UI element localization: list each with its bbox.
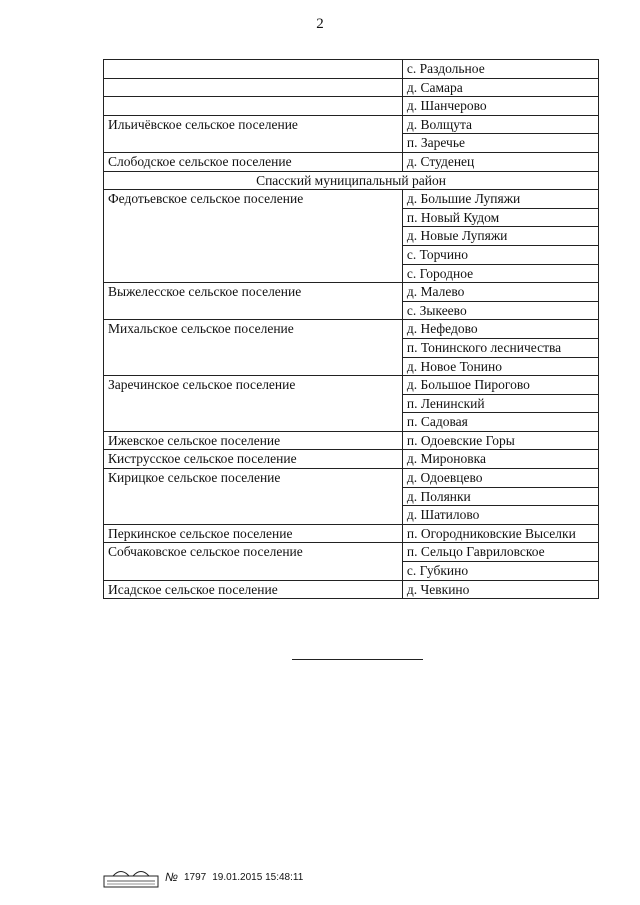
settlements-table-body	[104, 60, 599, 599]
locality-name: п. Тонинского лесничества	[402, 338, 598, 357]
locality-name: д. Большие Лупяжи	[402, 190, 598, 209]
locality-name: с. Губкино	[402, 562, 598, 581]
settlement-name: Ижевское сельское поселение	[104, 431, 403, 450]
document-number: 1797	[184, 871, 207, 883]
locality-name: д. Большое Пирогово	[402, 376, 598, 395]
table-row	[104, 97, 599, 116]
locality-name: д. Мироновка	[402, 450, 598, 469]
locality-name: п. Ленинский	[402, 394, 598, 413]
locality-name: д. Шатилово	[402, 506, 598, 525]
settlement-name: Слободское сельское поселение	[104, 152, 403, 171]
table-row	[104, 115, 599, 134]
locality-name: п. Заречье	[402, 134, 598, 153]
locality-name: д. Полянки	[402, 487, 598, 506]
settlement-name: Михальское сельское поселение	[104, 320, 403, 376]
locality-name: п. Новый Кудом	[402, 208, 598, 227]
table-row	[104, 283, 599, 302]
district-heading: Спасский муниципальный район	[104, 171, 599, 190]
locality-name: д. Малево	[402, 283, 598, 302]
settlement-name: Кирицкое сельское поселение	[104, 469, 403, 525]
table-row	[104, 376, 599, 395]
locality-name: д. Одоевцево	[402, 469, 598, 488]
table-row	[104, 450, 599, 469]
table-row	[104, 78, 599, 97]
locality-name: д. Нефедово	[402, 320, 598, 339]
locality-name: д. Самара	[402, 78, 598, 97]
settlement-name: Заречинское сельское поселение	[104, 376, 403, 432]
settlement-name: Киструсское сельское поселение	[104, 450, 403, 469]
locality-name: д. Чевкино	[402, 580, 598, 599]
settlement-name	[104, 60, 403, 79]
page-number: 2	[316, 16, 324, 32]
table-row	[104, 580, 599, 599]
locality-name: д. Студенец	[402, 152, 598, 171]
settlement-name: Федотьевское сельское поселение	[104, 190, 403, 283]
settlement-name: Собчаковское сельское поселение	[104, 543, 403, 580]
settlement-name: Перкинское сельское поселение	[104, 524, 403, 543]
table-row	[104, 320, 599, 339]
locality-name: д. Новые Лупяжи	[402, 227, 598, 246]
table-row	[104, 431, 599, 450]
table-row	[104, 524, 599, 543]
settlement-name: Выжелесское сельское поселение	[104, 283, 403, 320]
settlement-name	[104, 97, 403, 116]
table-row	[104, 543, 599, 562]
document-stamp	[103, 866, 303, 888]
table-row	[104, 60, 599, 79]
locality-name: с. Зыкеево	[402, 301, 598, 320]
locality-name: п. Одоевские Горы	[402, 431, 598, 450]
locality-name: д. Волщута	[402, 115, 598, 134]
locality-name: с. Раздольное	[402, 60, 598, 79]
locality-name: д. Новое Тонино	[402, 357, 598, 376]
table-row	[104, 469, 599, 488]
table-row	[104, 171, 599, 190]
locality-name: п. Огородниковские Выселки	[402, 524, 598, 543]
settlement-name	[104, 78, 403, 97]
number-sign: №	[165, 870, 178, 884]
locality-name: с. Городное	[402, 264, 598, 283]
settlement-name: Ильичёвское сельское поселение	[104, 115, 403, 152]
locality-name: п. Сельцо Гавриловское	[402, 543, 598, 562]
locality-name: с. Торчино	[402, 245, 598, 264]
end-divider	[292, 659, 423, 660]
settlement-name: Исадское сельское поселение	[104, 580, 403, 599]
table-row	[104, 152, 599, 171]
settlements-table	[103, 59, 599, 599]
locality-name: д. Шанчерово	[402, 97, 598, 116]
registry-logo-icon	[103, 866, 159, 888]
table-row	[104, 190, 599, 209]
locality-name: п. Садовая	[402, 413, 598, 432]
document-timestamp: 19.01.2015 15:48:11	[212, 871, 304, 883]
